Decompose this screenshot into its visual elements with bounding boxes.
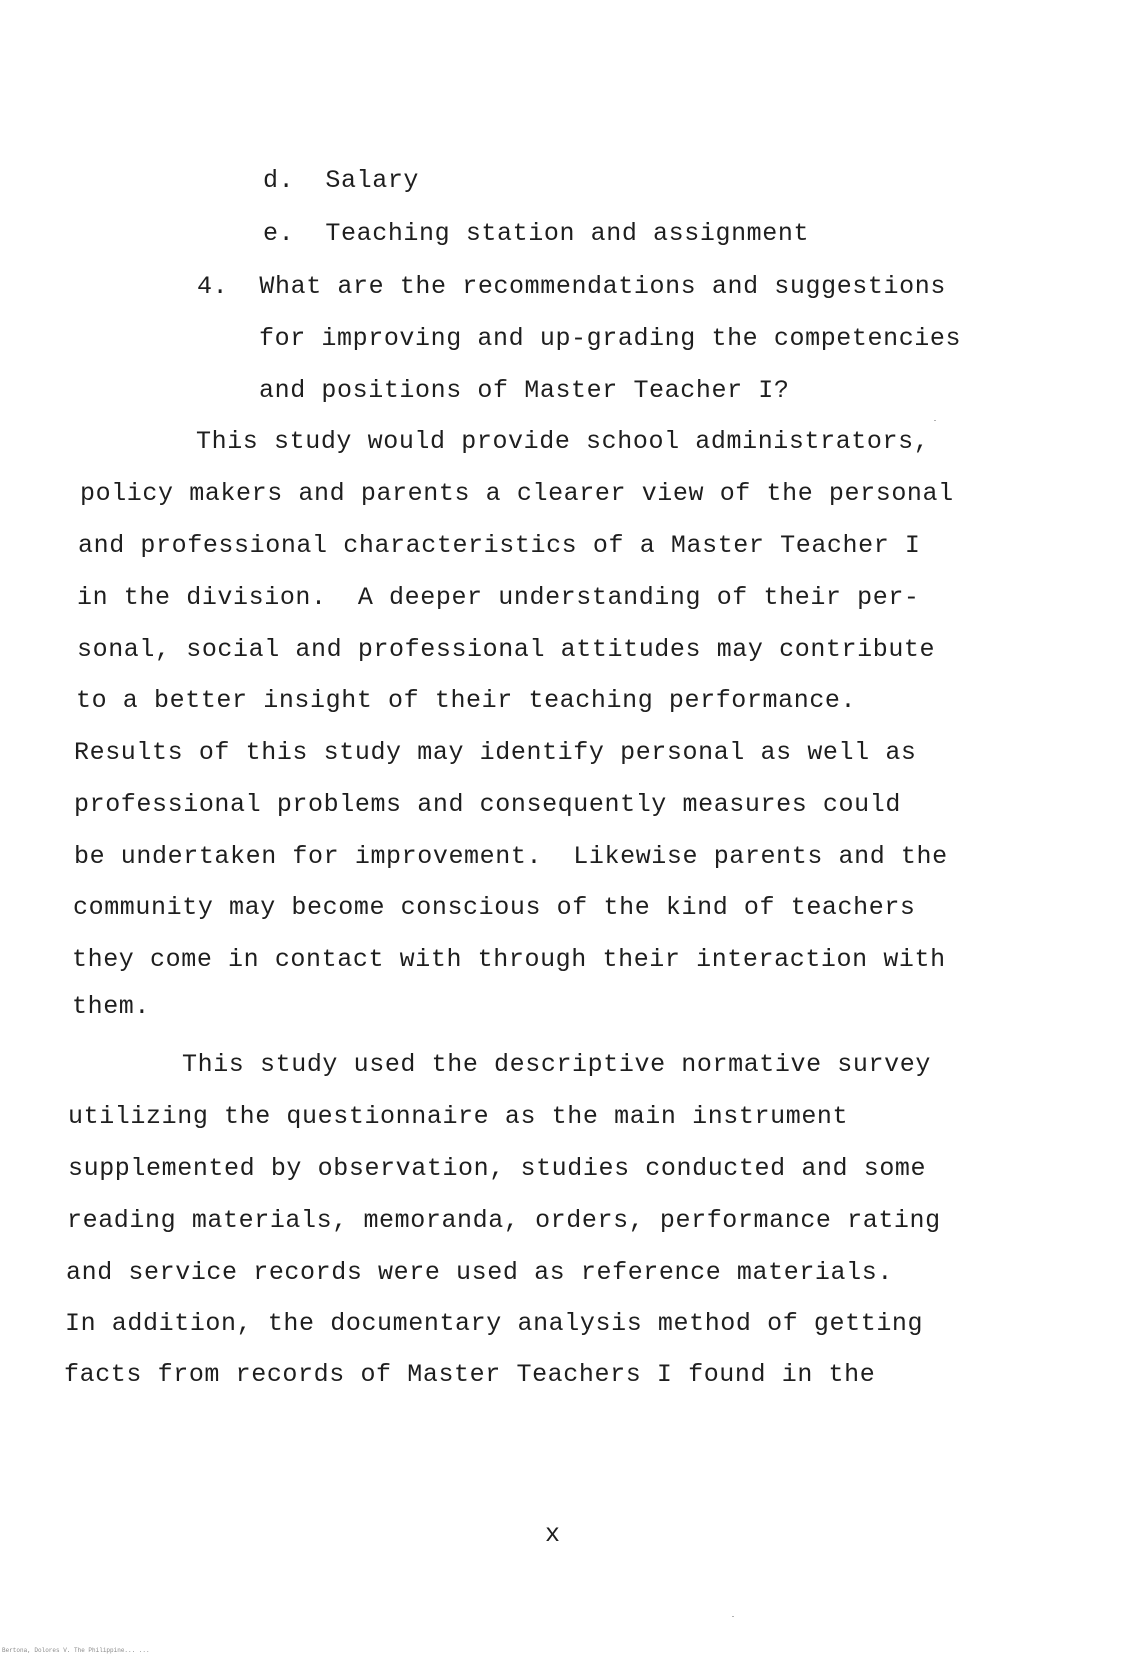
text-line: sonal, social and professional attitudes may contribute — [77, 635, 936, 664]
text-line: them. — [72, 992, 151, 1021]
text-line: be undertaken for improvement. Likewise parents and the — [74, 842, 948, 871]
text-line: Results of this study may identify personal as well as — [74, 738, 917, 767]
text-line: This study would provide school administrators, — [196, 427, 930, 456]
text-line: d. Salary — [263, 166, 420, 195]
scan-footer: Bertona, Dolores V. The Philippine... ... — [2, 1647, 150, 1654]
text-line: in the division. A deeper understanding of their per- — [77, 583, 920, 612]
text-line: supplemented by observation, studies conducted and some — [68, 1154, 927, 1183]
scan-speck — [934, 420, 936, 421]
text-line: and service records were used as reference materials. — [66, 1258, 893, 1287]
text-line: policy makers and parents a clearer view of the personal — [80, 479, 954, 508]
text-line: for improving and up-grading the competencies — [259, 324, 962, 353]
text-line: e. Teaching station and assignment — [263, 219, 810, 248]
text-line: and professional characteristics of a Master Teacher I — [78, 531, 921, 560]
text-line: reading materials, memoranda, orders, performance rating — [67, 1206, 941, 1235]
text-line: utilizing the questionnaire as the main instrument — [68, 1102, 849, 1131]
text-line: In addition, the documentary analysis method of getting — [65, 1309, 924, 1338]
text-line: to a better insight of their teaching performance. — [76, 686, 857, 715]
text-line: facts from records of Master Teachers I found in the — [64, 1360, 876, 1389]
page-number: x — [545, 1520, 561, 1549]
scan-speck — [732, 1616, 734, 1617]
text-line: they come in contact with through their interaction with — [72, 945, 946, 974]
text-line: This study used the descriptive normative survey — [182, 1050, 931, 1079]
text-line: community may become conscious of the kind of teachers — [73, 893, 916, 922]
text-line: and positions of Master Teacher I? — [259, 376, 790, 405]
text-line: professional problems and consequently measures could — [74, 790, 901, 819]
text-line: 4. What are the recommendations and suggestions — [197, 272, 946, 301]
